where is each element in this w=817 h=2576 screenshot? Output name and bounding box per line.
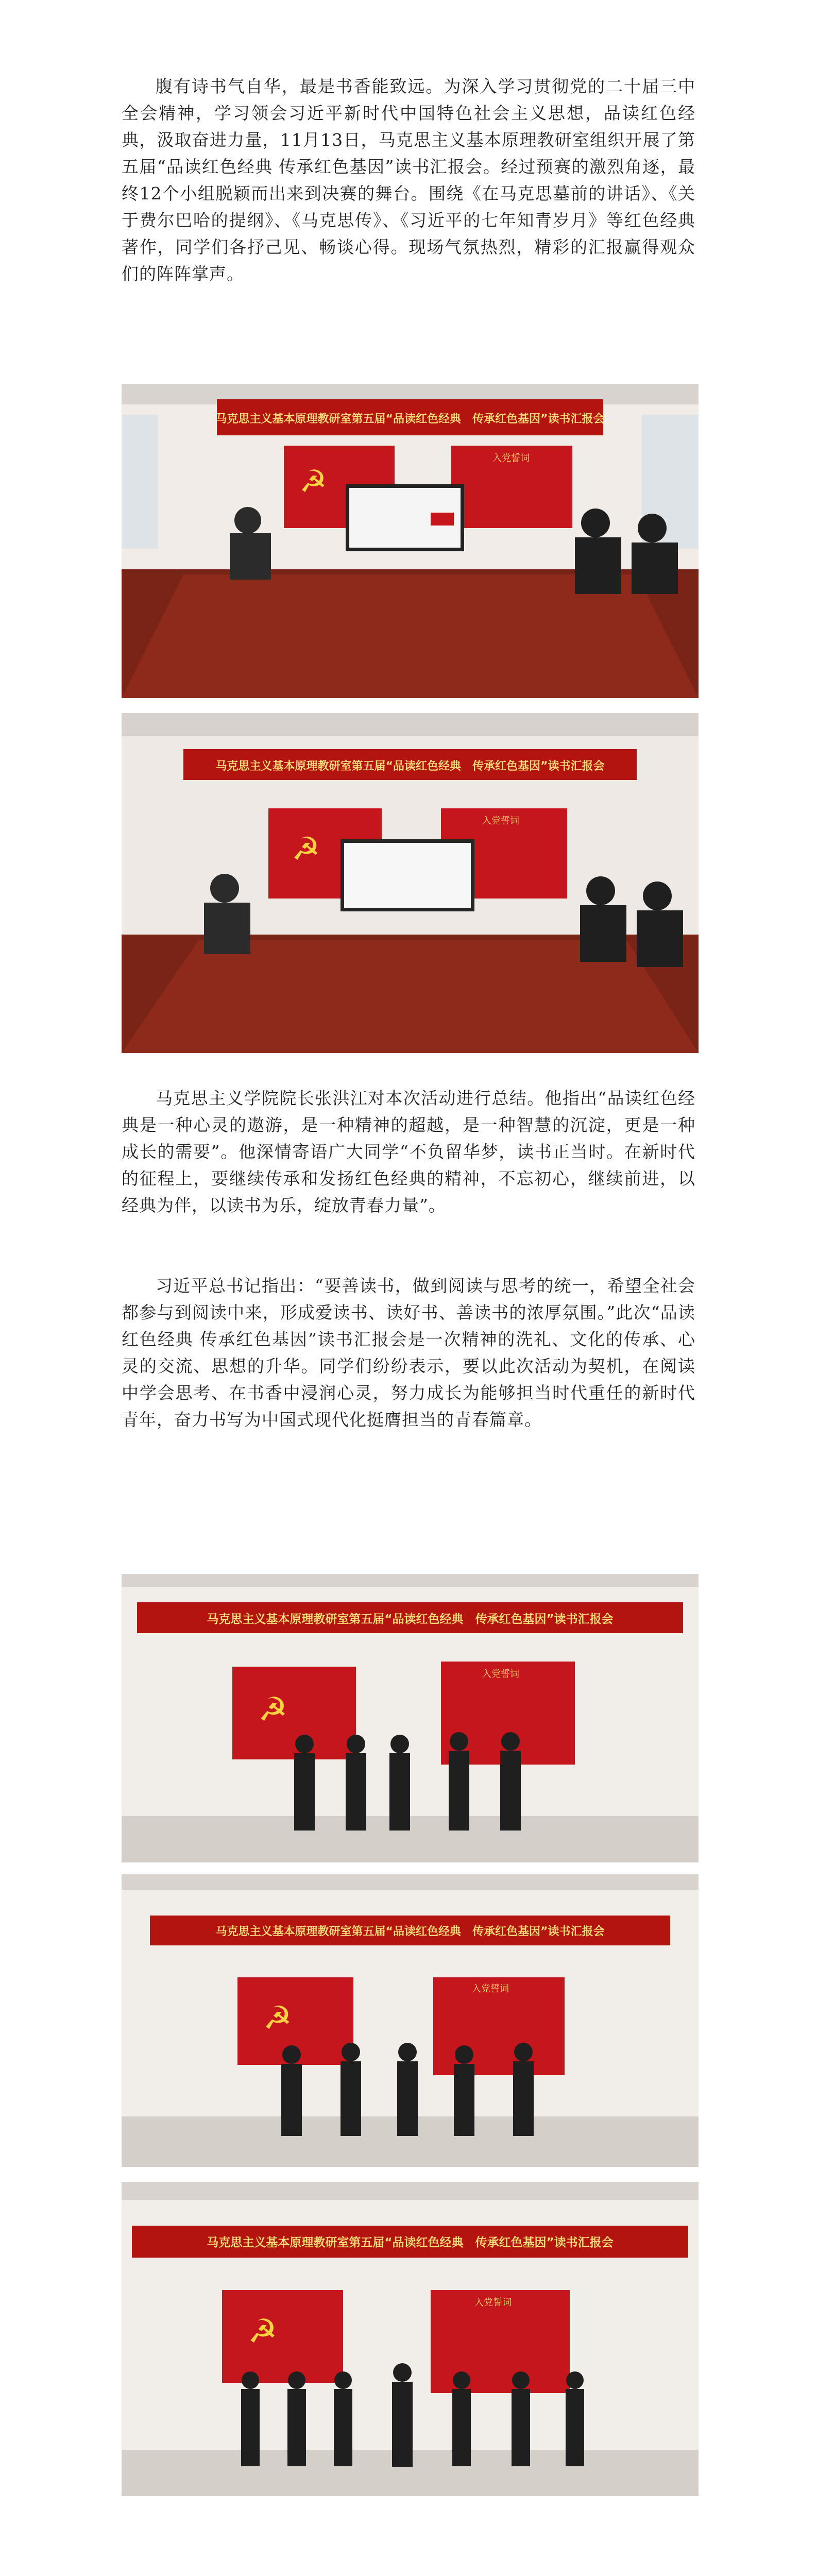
oath-heading: 入党誓词 <box>472 1984 509 1994</box>
group-photo-1 <box>122 1574 699 1862</box>
group-photo-2 <box>122 1874 699 2167</box>
group-photo-image <box>122 1574 699 1862</box>
meeting-photo-2 <box>122 713 699 1053</box>
oath-heading: 入党誓词 <box>492 453 530 464</box>
meeting-room-image <box>122 713 699 1053</box>
banner-text: 马克思主义基本原理教研室第五届“品读红色经典 传承红色基因”读书汇报会 <box>207 2236 614 2249</box>
banner-text: 马克思主义基本原理教研室第五届“品读红色经典 传承红色基因”读书汇报会 <box>207 1613 614 1626</box>
meeting-photo-1 <box>122 384 699 698</box>
banner-text: 马克思主义基本原理教研室第五届“品读红色经典 传承红色基因”读书汇报会 <box>215 1925 605 1938</box>
group-photo-3 <box>122 2182 699 2496</box>
article-paragraph-2: 马克思主义学院院长张洪江对本次活动进行总结。他指出“品读红色经典是一种心灵的遨游，是一种精神的超越，是一种智慧的沉淀，更是一种成长的需要”。他深情寄语广大同学“不负留华梦，读书正当时。在新时代的征程上，要继续传承和发扬红色经典的精神，不忘初心，继续前进，以经典为伴，以读书为乐，绽放青春力量”。 <box>122 1088 695 1215</box>
banner-text: 马克思主义基本原理教研室第五届“品读红色经典 传承红色基因”读书汇报会 <box>215 413 605 426</box>
group-photo-image <box>122 1874 699 2167</box>
meeting-room-image <box>122 384 699 698</box>
oath-heading: 入党誓词 <box>482 816 519 826</box>
svg-text:☭: ☭ <box>292 830 320 868</box>
svg-text:☭: ☭ <box>263 1999 292 2037</box>
oath-heading: 入党誓词 <box>482 1669 519 1680</box>
svg-text:☭: ☭ <box>248 2313 278 2351</box>
group-photo-image <box>122 2182 699 2496</box>
oath-heading: 入党誓词 <box>474 2297 512 2308</box>
article-paragraph-3: 习近平总书记指出：“要善读书，做到阅读与思考的统一，希望全社会都参与到阅读中来，形成爱读书、读好书、善读书的浓厚氛围。”此次“品读红色经典 传承红色基因”读书汇报会是一次精神的洗礼、文化的传承、心灵的交流、思想的升华。同学们纷纷表示，要以此次活动为契机，在阅读中学会思考、在书香中浸润心灵，努力成长为能够担当时代重任的新时代青年，奋力书写为中国式现代化挺膺担当的青春篇章。 <box>122 1276 695 1430</box>
svg-text:☭: ☭ <box>299 464 327 500</box>
banner-text: 马克思主义基本原理教研室第五届“品读红色经典 传承红色基因”读书汇报会 <box>215 760 605 773</box>
svg-text:☭: ☭ <box>258 1691 288 1729</box>
article-paragraph-1: 腹有诗书气自华，最是书香能致远。为深入学习贯彻党的二十届三中全会精神，学习领会习近平新时代中国特色社会主义思想，品读红色经典，汲取奋进力量，11月13日，马克思主义基本原理教研室组织开展了第五届“品读红色经典 传承红色基因”读书汇报会。经过预赛的激烈角逐，最终12个小组脱颖而出来到决赛的舞台。围绕《在马克思墓前的讲话》、《关于费尔巴哈的提纲》、《马克思传》、《习近平的七年知青岁月》等红色经典著作，同学们各抒己见、畅谈心得。现场气氛热烈，精彩的汇报赢得观众们的阵阵掌声。 <box>122 76 695 284</box>
